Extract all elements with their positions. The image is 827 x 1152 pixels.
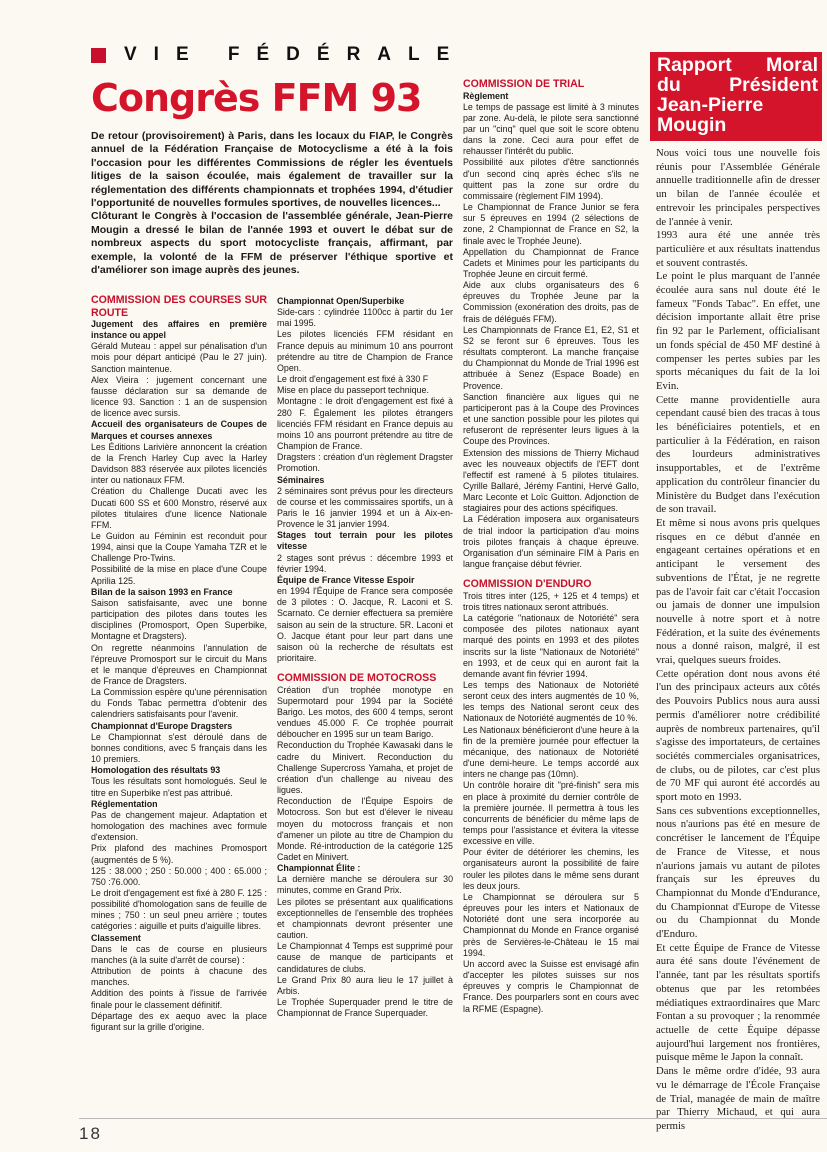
paragraph: Mise en place du passeport technique. xyxy=(277,385,429,396)
paragraph: Side-cars : cylindrée 1100cc à partir du 1er mai 1995. xyxy=(277,307,453,329)
subheading: Championnat d'Europe Dragsters xyxy=(91,720,233,731)
paragraph: La Fédération imposera aux organisateurs de trial indoor la participation d'au moins trois pilotes français à chaque épreuve. Organisation d'un séminaire FIM à Paris en langue française début février. xyxy=(463,514,639,570)
paragraph: Trois titres inter (125, + 125 et 4 temps) et trois titres nationaux seront attribués. xyxy=(463,590,639,612)
paragraph: Gérald Muteau : appel sur pénalisation d'un mois pour départ anticipé (Pau le 27 juin). Sanction maintenue. xyxy=(91,341,267,374)
paragraph: 2 séminaires sont prévus pour les directeurs de course et les commissaires sportifs, un à Paris le 16 janvier 1994 et un à Aix-en-Provence le 31 janvier 1994. xyxy=(277,485,453,530)
article-lead xyxy=(91,130,453,277)
paragraph: Saison satisfaisante, avec une bonne participation des pilotes dans toutes les disciplines (Promosport, Open Superbike, Montagne et Dragsters). xyxy=(91,597,267,642)
paragraph: en 1994 l'Équipe de France sera composée de 3 pilotes : O. Jacque, R. Laconi et S. Scarnato. Ce dernier effectuera sa première saison au sein de la structure. 5R. Laconi et O. Jacque étant pour leur part dans une saison où la recherche de résultats est prioritaire. xyxy=(277,586,453,663)
subheading: Règlement xyxy=(463,90,509,101)
paragraph: Dans le cas de course en plusieurs manches (à la suite d'arrêt de course) : xyxy=(91,943,267,965)
sidebar-paragraph: 1993 aura été une année très particulière et aux résultats inattendus et souvent contrastés. xyxy=(656,229,820,269)
paragraph: Possibilité de la mise en place d'une Coupe Aprilia 125. xyxy=(91,564,267,586)
subheading: Bilan de la saison 1993 en France xyxy=(91,586,233,597)
subheading: Classement xyxy=(91,932,141,943)
paragraph: Montagne : le droit d'engagement est fixé à 280 F. Également les pilotes étrangers licenciés FFM résidant en France depuis au moins 10 ans pourront prétendre au titre de Champion de France. xyxy=(277,396,453,452)
paragraph: Pas de changement majeur. Adaptation et homologation des machines avec formule d'extension. xyxy=(91,809,267,843)
sidebar-body xyxy=(650,141,822,1134)
paragraph: Les Championnats de France E1, E2, S1 et S2 se feront sur 6 épreuves. Tous les résultats compteront. La manche française du Championnat du Monde de Trial 1996 est attribuée à Senez (Espace Boade) en Provence. xyxy=(463,324,639,391)
subheading: Réglementation xyxy=(91,798,158,809)
page-number: 18 xyxy=(79,1124,102,1143)
paragraph: La dernière manche se déroulera sur 30 minutes, comme en Grand Prix. xyxy=(277,874,453,896)
paragraph: Création d'un trophée monotype en Supermotard pour 1994 par la Société Barigo. Les motos, des 600 4 temps, seront vendues 45.000 F. Ce trophée pourrait déboucher en 1995 sur un team Barigo. xyxy=(277,684,453,740)
paragraph: Les temps des Nationaux de Notoriété seront ceux des inters augmentés de 10 %, les temps des National seront ceux des Nationaux de Notoriété augmentés de 10 %. xyxy=(463,679,639,724)
paragraph: Le Championnat s'est déroulé dans de bonnes conditions, avec 5 français dans les 10 premiers. xyxy=(91,731,267,765)
paragraph: 2 stages sont prévus : décembre 1993 et février 1994. xyxy=(277,552,453,574)
section-heading: COMMISSION DE MOTOCROSS xyxy=(277,672,437,685)
paragraph: Reconduction de l'Équipe Espoirs de Motocross. Son but est d'élever le niveau moyen du motocross français et non d'amener un pilote au titre de Champion du Monde. Ré-introduction de la catégorie 125 Cadet en Minivert. xyxy=(277,796,453,862)
paragraph: Les Nationaux bénéficieront d'une heure à la fin de la première journée pour effectuer la mécanique, des nationaux de Notoriété d'une demi-heure. Le temps accordé aux inters ne change pas (10mn). xyxy=(463,724,639,780)
bottom-rule xyxy=(79,1118,827,1119)
paragraph: Dragsters : création d'un règlement Dragster Promotion. xyxy=(277,452,453,474)
subheading: Homologation des résultats 93 xyxy=(91,765,221,776)
paragraph: 125 : 38.000 ; 250 : 50.000 ; 400 : 65.000 ; 750 :76.000. xyxy=(91,865,267,887)
subheading: Séminaires xyxy=(277,474,325,485)
paragraph: La catégorie "nationaux de Notoriété" sera composée des pilotes nationaux ayant marqué des points en 1993 et des pilotes inscrits sur la liste "Nationaux de Notoriété" en 1993, et de ceux qui en auront fait la demande avant fin février 1994. xyxy=(463,613,639,679)
paragraph: Le droit d'engagement est fixé à 280 F. 125 : possibilité d'homologation sans de feuille de mines ; 750 : un seul pneu arrière ; toutes catégories : aiguille et puits d'aiguille libres. xyxy=(91,887,267,932)
sidebar-report xyxy=(650,52,822,1132)
paragraph: Addition des points à l'issue de l'arrivée finale pour le classement définitif. xyxy=(91,988,267,1010)
paragraph: Reconduction du Trophée Kawasaki dans le cadre du Minivert. Reconduction du Challenge Supercross Yamaha, et projet de création d'un challenge au niveau des ligues. xyxy=(277,740,453,796)
subheading: Équipe de France Vitesse Espoir xyxy=(277,574,415,585)
paragraph: Prix plafond des machines Promosport (augmentés de 5 %). xyxy=(91,843,267,865)
paragraph: Le temps de passage est limité à 3 minutes par zone. Au-delà, le pilote sera sanctionné par un "cinq" quel que soit le score obtenu dans la zone. Ceci aura pour effet de rehausser l'intérêt du public. xyxy=(463,101,639,157)
column-3 xyxy=(463,78,639,1118)
sidebar-paragraph: Et même si nous avons pris quelques risques en ce début d'année en engageant certaines opérations et en anticipant le versement des subventions de l'État, je ne regrette pas de l'avoir fait car c'était l'occasion ou jamais de donner une impulsion nouvelle à notre sport et à notre Fédération, et la suite des événements nous a donné raison, malgré, il est vrai, quelques sueurs froides. xyxy=(656,516,820,667)
paragraph: Les pilotes se présentant aux qualifications exceptionnelles de l'ensemble des trophées et championnats devront présenter une caution. xyxy=(277,896,453,941)
paragraph: Alex Vieira : jugement concernant une fausse déclaration sur sa demande de licence 93. Sanction : 1 an de suspension de licence avec sursis. xyxy=(91,374,267,419)
paragraph: Le Grand Prix 80 aura lieu le 17 juillet à Arbis. xyxy=(277,974,453,996)
subheading: Stages tout terrain pour les pilotes vitesse xyxy=(277,530,453,552)
paragraph: Le droit d'engagement est fixé à 330 F xyxy=(277,374,429,385)
paragraph: Tous les résultats sont homologués. Seul le titre en Superbike n'est pas attribué. xyxy=(91,776,267,798)
sidebar-paragraph: Le point le plus marquant de l'année écoulée aura sans nul doute été le fameux "Fonds Tabac". En effet, une décision importante allait être prise fin 92 par le Parlement, officialisant un fonds spécial de 450 MF destiné à compenser les pertes subies par les sports mécaniques du fait de la loi Evin. xyxy=(656,270,820,392)
column-1 xyxy=(91,294,267,1119)
paragraph: Départage des ex aequo avec la place figurant sur la grille d'origine. xyxy=(91,1010,267,1032)
paragraph: On regrette néanmoins l'annulation de l'épreuve Promosport sur le circuit du Mans et le manque d'épreuves en Championnat de France de Dragsters. xyxy=(91,642,267,686)
paragraph: Le Championnat 4 Temps est supprimé pour cause de manque de participants et candidatures de clubs. xyxy=(277,941,453,974)
article-title: Congrès FFM 93 xyxy=(91,76,422,120)
subheading: Accueil des organisateurs de Coupes de Marques et courses annexes xyxy=(91,419,267,441)
paragraph: Le Trophée Superquader prend le titre de Championnat de France Superquader. xyxy=(277,997,453,1019)
paragraph: Sanction financière aux ligues qui ne participeront pas à la Coupe des Provinces et une sanction possible pour les pilotes qui refuseront de représenter leurs ligues à la Coupe des Provinces. xyxy=(463,391,639,447)
paragraph: Les Éditions Larivière annoncent la création de la French Harley Cup avec la Harley Davidson 883 réservée aux pilotes licenciés inter ou nationaux FFM. xyxy=(91,441,267,486)
section-tag xyxy=(91,44,466,66)
paragraph: Les pilotes licenciés FFM résidant en France depuis au minimum 10 ans pourront prétendre au titre de Champion de France Open. xyxy=(277,329,453,373)
paragraph: Le Championnat de France Junior se fera sur 5 épreuves en 1994 (2 sélections de zone, 2 Championnat de France en S2, la finale avec le Trophée Jeune). xyxy=(463,202,639,246)
lead-paragraph: De retour (provisoirement) à Paris, dans les locaux du FIAP, le Congrès annuel de la Fédération Française de Motocyclisme a été à la fois l'occasion pour les différentes Commissions de régler les éventuels litiges de la saison écoulée, mais également de travailler sur la réglementation des différents championnats et trophées 1994, d'étudier l'opportunité de nouvelles formules sportives, de nouvelles licences... xyxy=(91,130,453,210)
section-heading: COMMISSION D'ENDURO xyxy=(463,578,592,591)
paragraph: Création du Challenge Ducati avec les Ducati 600 SS et 600 Monstro, réservé aux pilotes titulaires d'une licence Nationale FFM. xyxy=(91,486,267,530)
sidebar-paragraph: Nous voici tous une nouvelle fois réunis pour l'Assemblée Générale annuelle traditionnelle afin de dresser un bilan de l'année écoulée et entrevoir les principales perspectives de l'année à venir. xyxy=(656,147,820,228)
lead-paragraph: Clôturant le Congrès à l'occasion de l'assemblée générale, Jean-Pierre Mougin a dressé le bilan de l'année 1993 et ouvert le débat sur de nombreux aspects du sport motocycliste français, affirmant, par exemple, la volonté de la FFM de préserver l'éthique sportive et d'améliorer son image auprès des jeunes. xyxy=(91,210,453,277)
subheading: Championnat Élite : xyxy=(277,863,361,874)
sidebar-paragraph: Et cette Équipe de France de Vitesse aura été sans doute l'événement de l'année, tant par les résultats sportifs obtenus que par les retombées médiatiques extraordinaires que Marc Fontan a su provoquer ; la renommée actuelle de cette Équipe dépasse aujourd'hui largement nos frontières, puisque même le Japon la connaît. xyxy=(656,941,820,1064)
section-square-icon xyxy=(91,48,106,63)
sidebar-paragraph: Sans ces subventions exceptionnelles, nous n'aurions pas été en mesure de concrétiser le lancement de l'Équipe de France de Vitesse, et nous n'aurions jamais vu autant de pilotes français sur les épreuves du Championnat du Monde d'Endurance, du Championnat d'Europe de Vitesse ou du Championnat du Monde d'Enduro. xyxy=(656,804,820,941)
paragraph: La Commission espère qu'une pérennisation du Fonds Tabac permettra d'obtenir des calendriers satisfaisants pour l'avenir. xyxy=(91,687,267,720)
sidebar-paragraph: Cette manne providentielle aura cependant causé bien des tracas à tous les bénéficiaires potentiels, et en particulier à la Fédération, en raison des lourdeurs administratives insupportables, et de l'extrême application du contrôleur financier du Ministère du Budget dans l'exécution de son travail. xyxy=(656,393,820,516)
paragraph: Aide aux clubs organisateurs des 6 épreuves du Trophée Jeune par la Commission (exonération des droits, pas de frais de délégués FFM). xyxy=(463,280,639,324)
paragraph: Extension des missions de Thierry Michaud avec les nouveaux objectifs de l'EFT dont l'effectif est ramené à 5 pilotes titulaires. Cyrille Ballaré, Jérémy Fantini, Hervé Gallo, Marc Leconte et Loïc Guitton. Adjonction de stagiaires pour des actions spécifiques. xyxy=(463,447,639,514)
sidebar-paragraph: Cette opération dont nous avons été l'un des principaux acteurs aux côtés des Pouvoirs Publics nous aura aussi permis d'améliorer notre crédibilité auprès de nombreux partenaires, qu'il s'agisse des importateurs, de certaines sociétés commerciales organisatrices, de clubs, ou de pilotes, car c'est plus de 70 MF qui auront été accordés au sport moto en 1993. xyxy=(656,667,820,804)
paragraph: Attribution de points à chacune des manches. xyxy=(91,966,267,988)
section-label: VIE FÉDÉRALE xyxy=(124,44,467,65)
subheading: Jugement des affaires en première instance ou appel xyxy=(91,319,267,341)
section-heading: COMMISSION DES COURSES SUR ROUTE xyxy=(91,294,267,319)
section-heading: COMMISSION DE TRIAL xyxy=(463,78,585,90)
paragraph: Le Guidon au Féminin est reconduit pour 1994, ainsi que la Coupe Yamaha TZR et le Challenge Pro-Twins. xyxy=(91,530,267,564)
sidebar-paragraph: Dans le même ordre d'idée, 93 aura vu le démarrage de l'École Française de Trial, managée de main de maître par Thierry Michaud, et qui aura permis xyxy=(656,1065,820,1132)
paragraph: Le Championnat se déroulera sur 5 épreuves pour les inters et Nationaux de Notoriété dont une sera incorporée au Championnat du Monde en France organisé près de Servières-le-Château le 15 mai 1994. xyxy=(463,891,639,958)
sidebar-title: Rapport Moral du Président Jean-Pierre Mougin xyxy=(650,52,822,141)
paragraph: Un accord avec la Suisse est envisagé afin d'accepter les pilotes suisses sur nos épreuves y compris le Championnat de France. Des pourparlers sont en cours avec la RFME (Espagne). xyxy=(463,958,639,1014)
column-2 xyxy=(277,296,453,1116)
subheading: Championnat Open/Superbike xyxy=(277,296,405,306)
paragraph: Appellation du Championnat de France Cadets et Minimes pour les participants du Trophée Jeune en circuit fermé. xyxy=(463,246,639,279)
paragraph: Possibilité aux pilotes d'être sanctionnés d'un second cinq après échec s'ils ne quittent pas la zone sur ordre du commissaire (règlement FIM 1994). xyxy=(463,157,639,201)
paragraph: Pour éviter de détériorer les chemins, les organisateurs auront la possibilité de faire rouler les pilotes dans le même sens durant les deux jours. xyxy=(463,847,639,891)
paragraph: Un contrôle horaire dit "pré-finish" sera mis en place à proximité du dernier contrôle de la première journée. Il permettra à tous les concurrents de bénéficier du même laps de temps pour l'assistance et évitera la vitesse excessive en ville. xyxy=(463,780,639,847)
